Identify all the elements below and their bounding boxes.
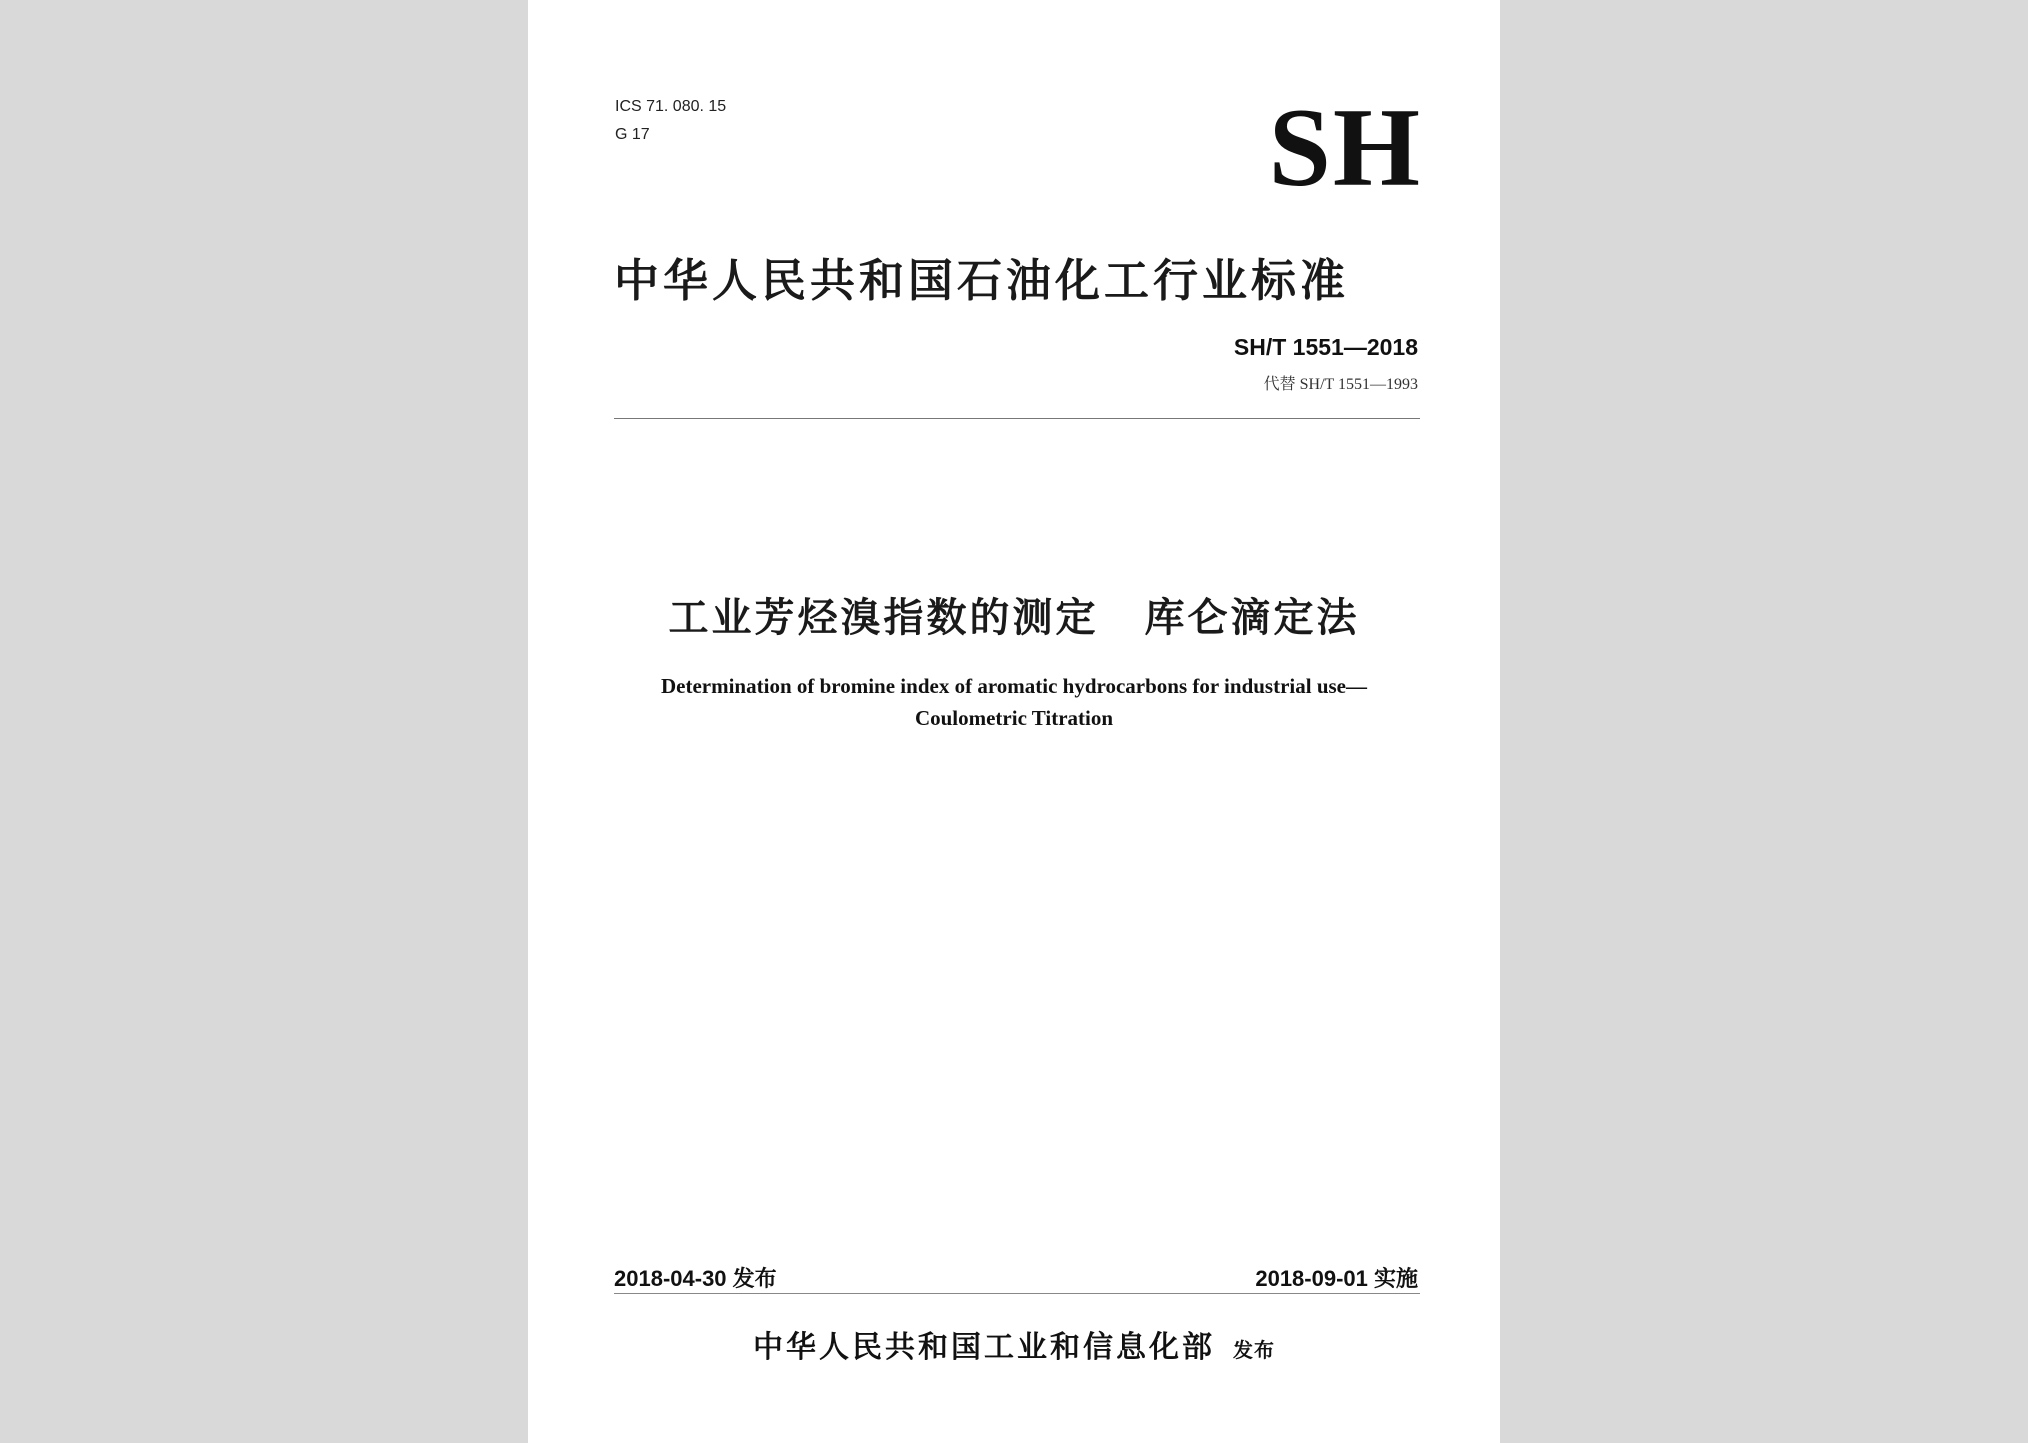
publisher-organization: 中华人民共和国工业和信息化部 [753,1330,1215,1365]
standard-number: SH/T 1551—2018 [1233,334,1418,360]
clc-code: G 17 [615,126,650,143]
chinese-title-sub: 库仑滴定法 [1144,595,1360,641]
replaces-standard: 代替 SH/T 1551—1993 [1263,376,1418,393]
bottom-divider [614,1293,1420,1294]
chinese-title [528,586,1500,643]
chinese-title-main: 工业芳烃溴指数的测定 [668,595,1099,641]
sh-logo: SH [1268,86,1422,210]
standard-category-title: 中华人民共和国石油化工行业标准 [614,254,1350,307]
implementation-date: 2018-09-01 实施 [1255,1266,1418,1291]
publisher [528,1322,1500,1366]
english-title-line-1: Determination of bromine index of aromatic hydrocarbons for industrial use— [660,674,1368,698]
ics-code: ICS 71. 080. 15 [615,98,727,115]
document-page [528,0,1500,1443]
issue-date: 2018-04-30 发布 [614,1266,777,1291]
publisher-action: 发布 [1233,1338,1275,1362]
english-title-line-2: Coulometric Titration [914,706,1114,730]
top-divider [614,418,1420,419]
